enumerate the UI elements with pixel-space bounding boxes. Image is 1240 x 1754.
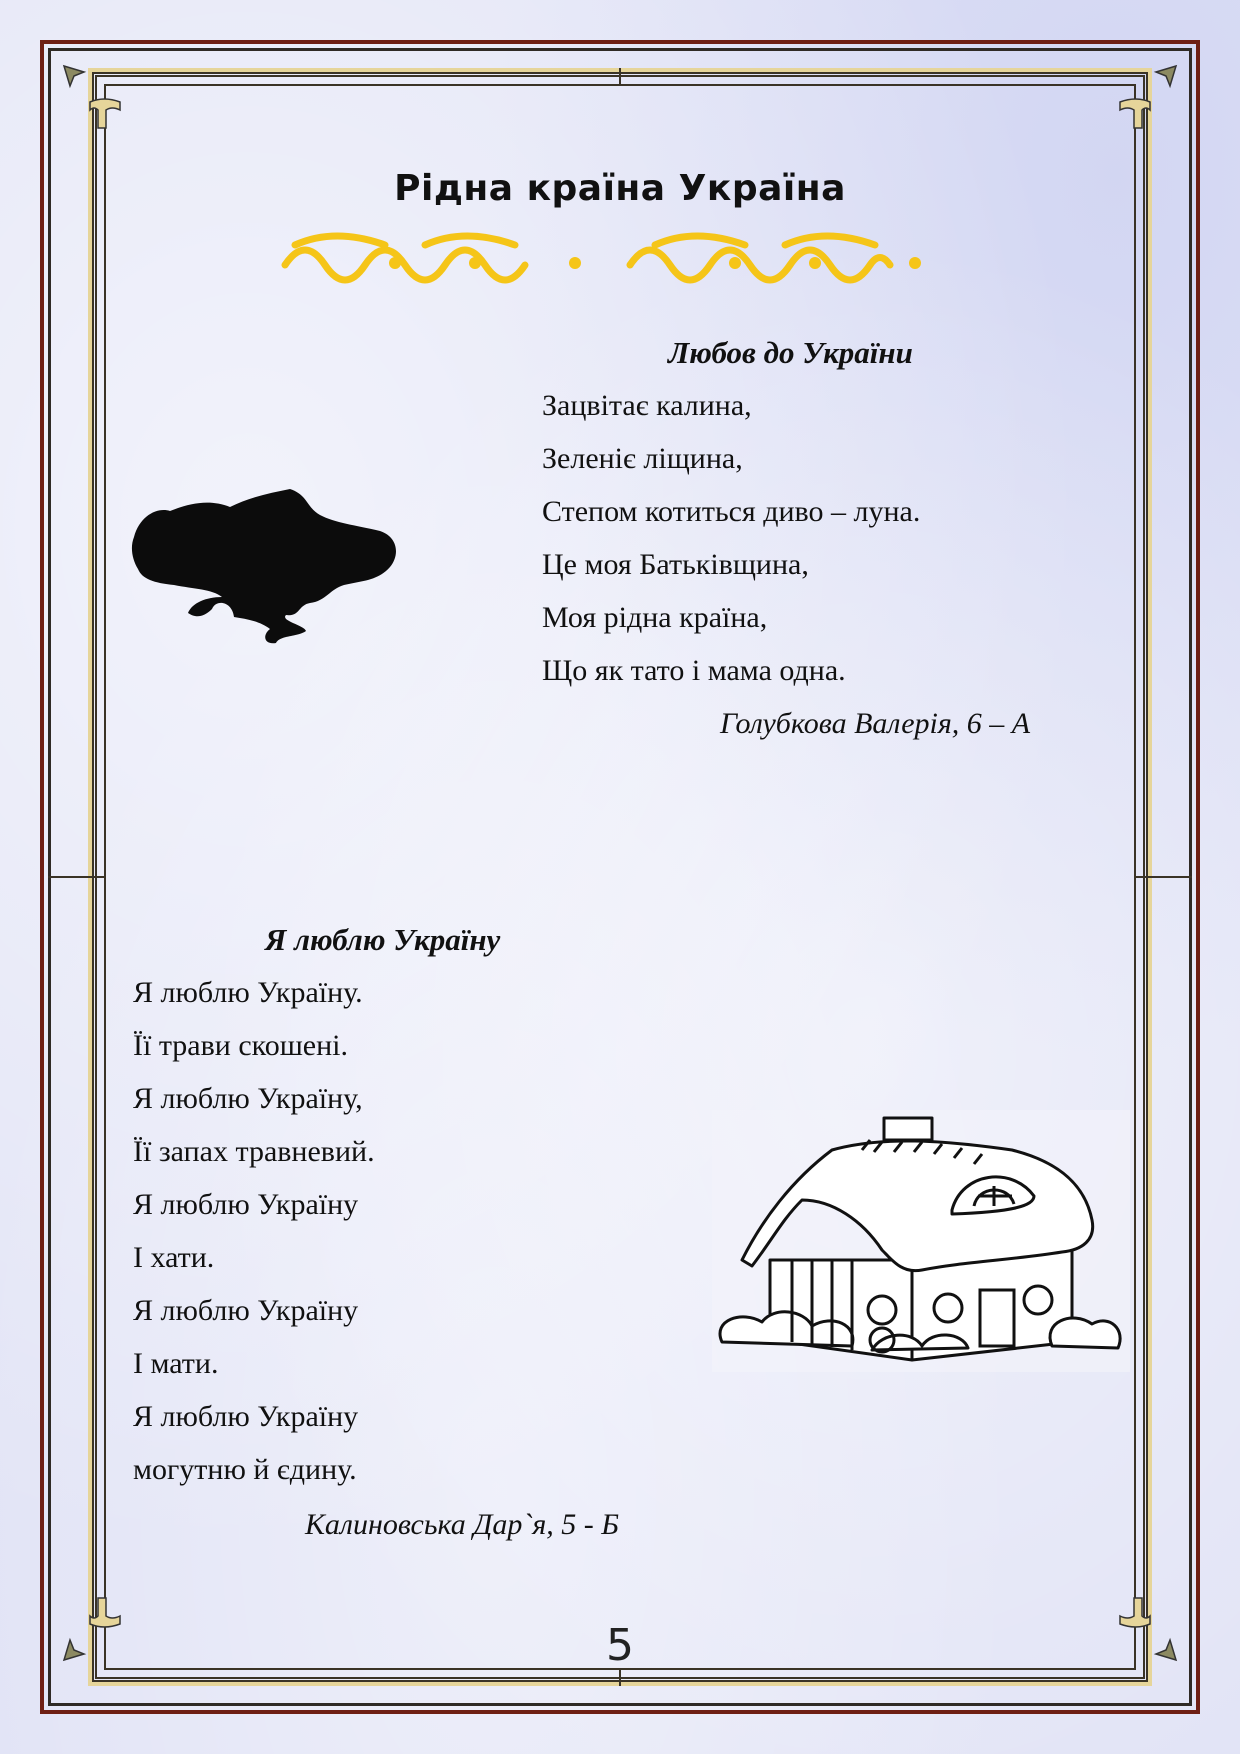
poem1-line: Зеленіє ліщина, bbox=[542, 442, 743, 475]
poem2-line: Її трави скошені. bbox=[133, 1029, 349, 1062]
poem2-line: І хати. bbox=[133, 1241, 215, 1274]
poem1-line: Степом котиться диво – луна. bbox=[542, 495, 921, 528]
poem1-line: Це моя Батьківщина, bbox=[542, 548, 809, 581]
poem2-line: Її запах травневий. bbox=[133, 1135, 375, 1168]
poem2-title: Я люблю Україну bbox=[265, 922, 501, 957]
house-illustration-icon bbox=[712, 1110, 1130, 1372]
poem2-line: Я люблю Україну bbox=[133, 1400, 359, 1433]
poem2-line: Я люблю Україну, bbox=[133, 1082, 363, 1115]
page-number: 5 bbox=[606, 1620, 634, 1671]
frame-tick-bottom bbox=[619, 1670, 621, 1686]
poem2-line: Я люблю Україну bbox=[133, 1294, 359, 1327]
poem2-line: Я люблю Україну. bbox=[133, 976, 363, 1009]
poem2-line: могутню й єдину. bbox=[133, 1453, 357, 1486]
ukraine-map-silhouette-icon bbox=[130, 485, 405, 645]
poem1-title: Любов до України bbox=[668, 335, 913, 370]
yellow-ornament-divider-icon bbox=[275, 225, 965, 285]
poem2-line: І мати. bbox=[133, 1347, 219, 1380]
poem1-line: Моя рідна країна, bbox=[542, 601, 768, 634]
corner-ornament-top-left-icon bbox=[60, 62, 130, 132]
poem1-line: Зацвітає калина, bbox=[542, 389, 752, 422]
poem1-line: Що як тато і мама одна. bbox=[542, 654, 846, 687]
poem2-author: Калиновська Дар`я, 5 - Б bbox=[305, 1508, 619, 1541]
corner-ornament-top-right-icon bbox=[1110, 62, 1180, 132]
frame-tick-right bbox=[1136, 876, 1192, 878]
poem1-author: Голубкова Валерія, 6 – А bbox=[720, 707, 1031, 740]
frame-tick-top bbox=[619, 68, 621, 84]
frame-tick-left bbox=[48, 876, 104, 878]
poem2-line: Я люблю Україну bbox=[133, 1188, 359, 1221]
page-title: Рідна країна Україна bbox=[394, 168, 846, 209]
